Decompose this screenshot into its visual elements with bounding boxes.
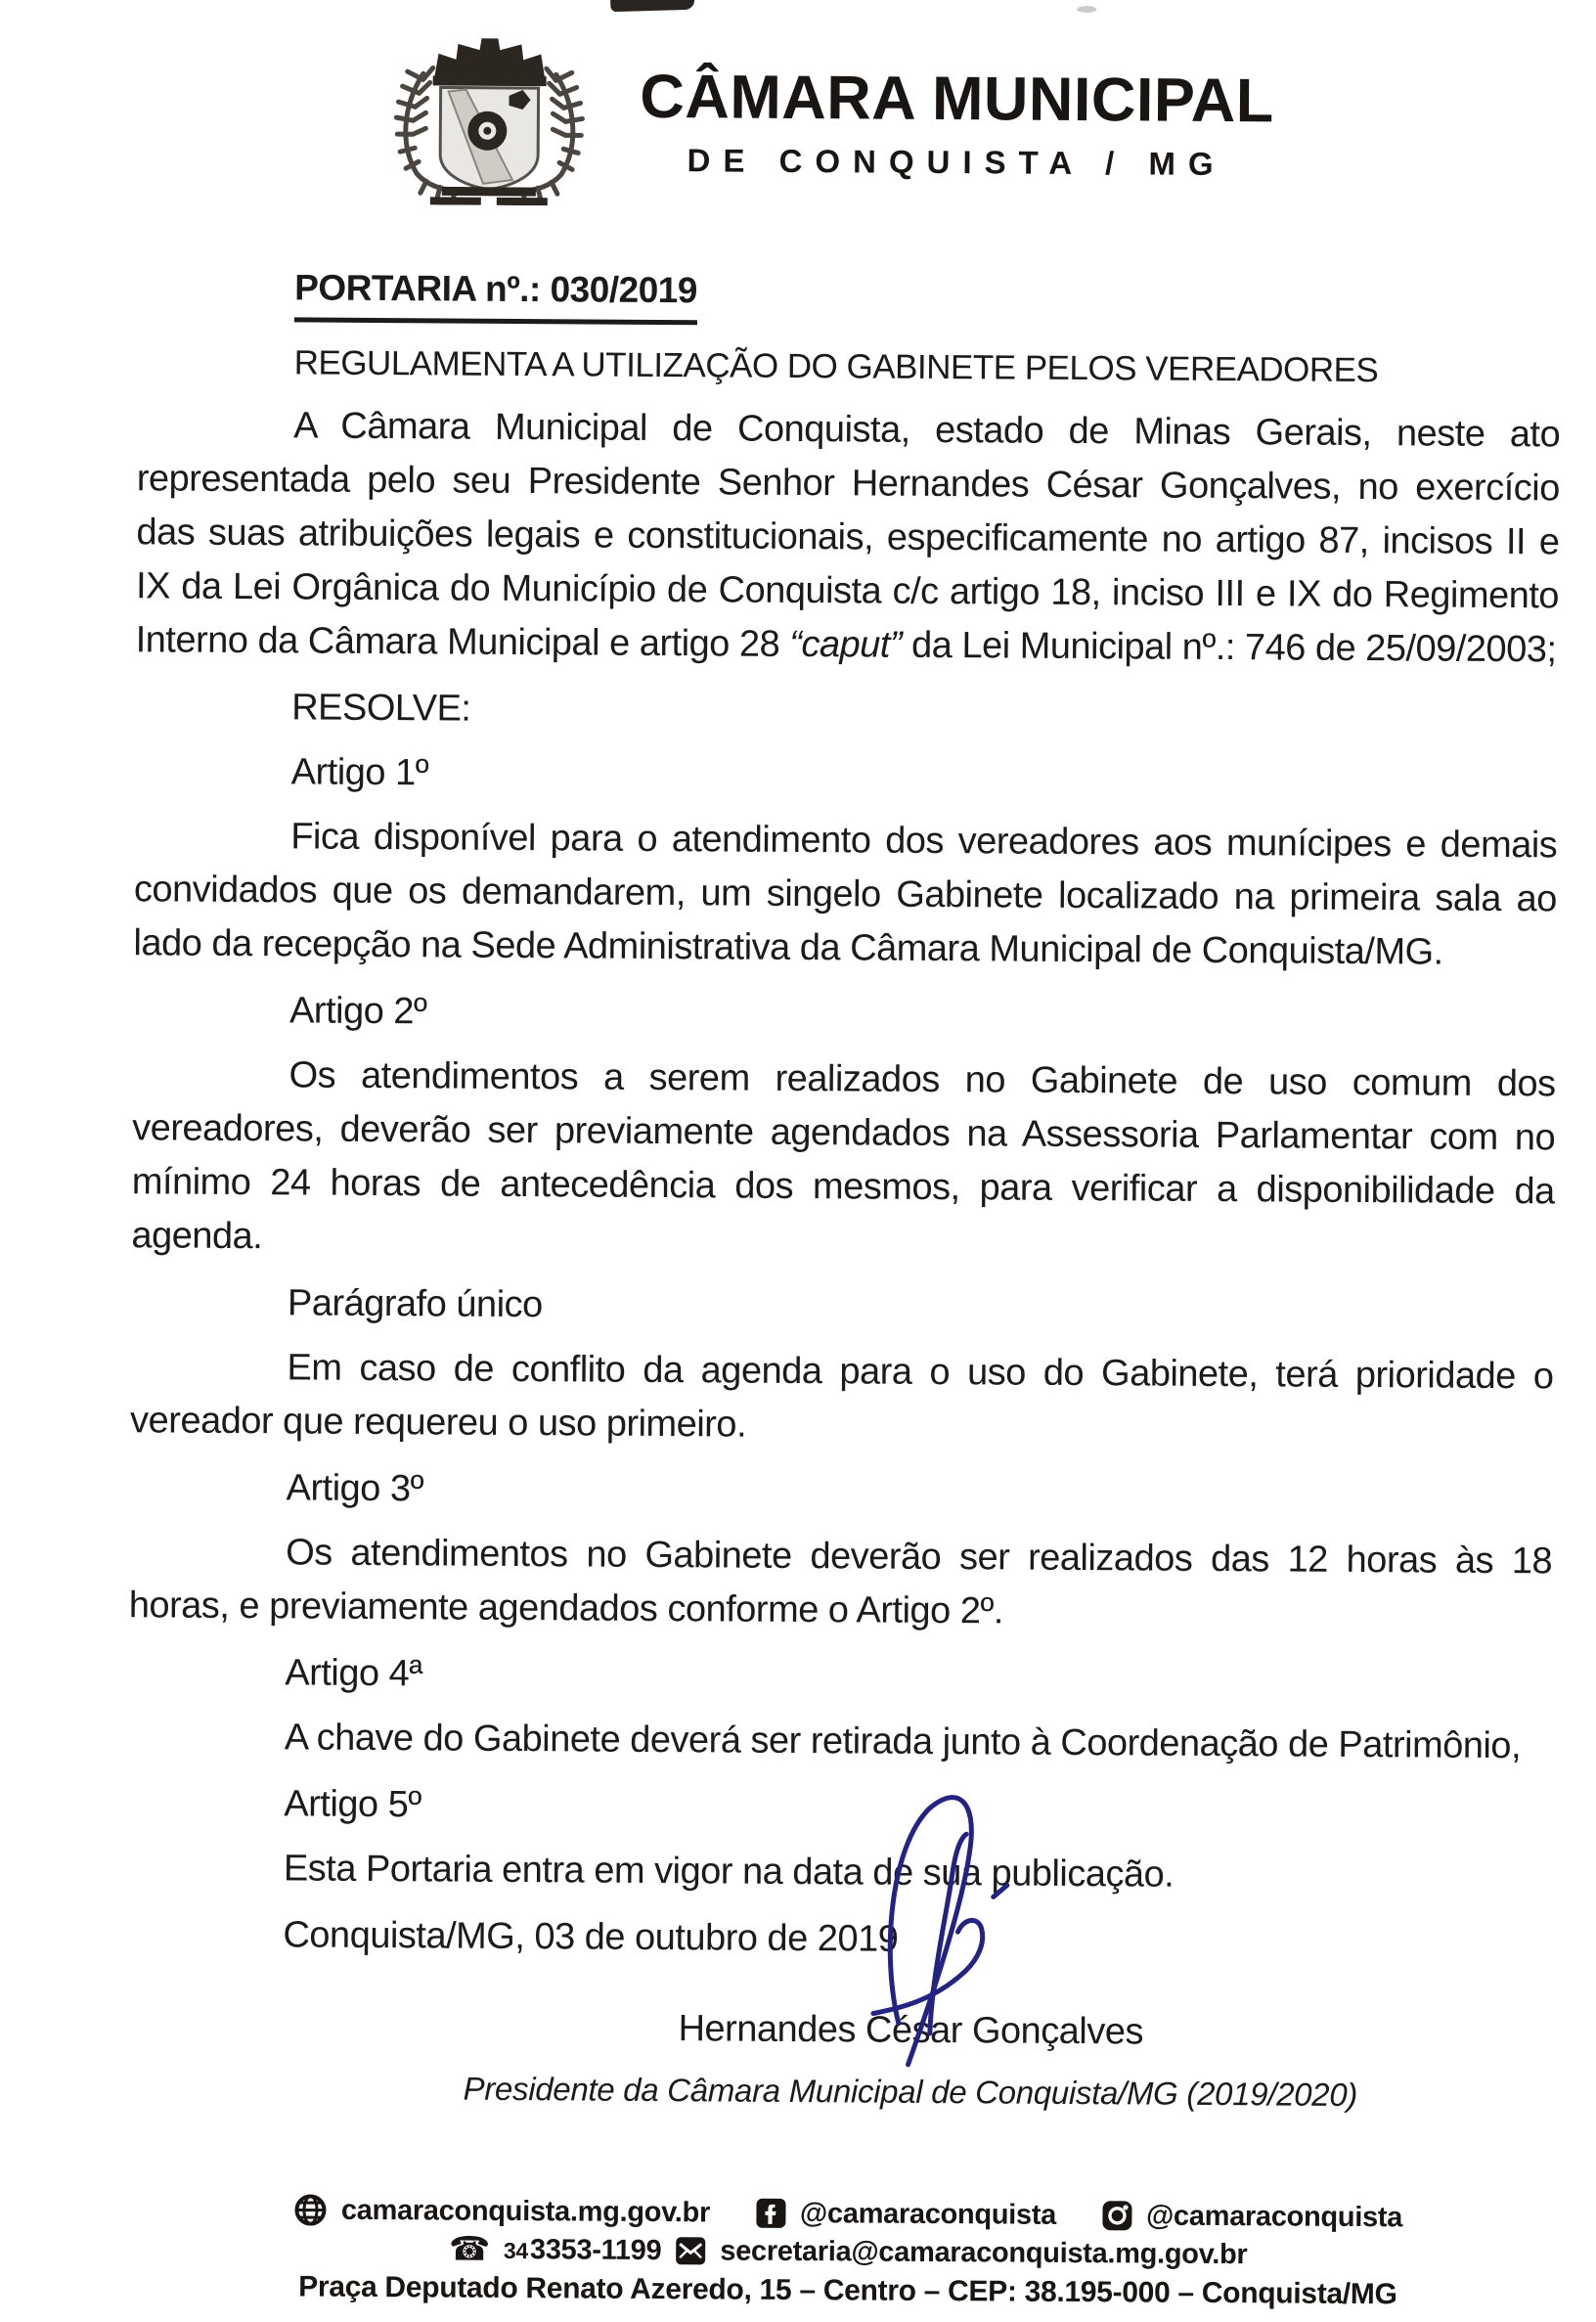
signatory-title: Presidente da Câmara Municipal de Conquista/MG (2019/2020) [463,2070,1358,2114]
preamble-caput-term: “caput” [789,623,903,666]
article-5-heading: Artigo 5º [284,1783,421,1826]
article-1-text: Fica disponível para o atendimento dos vereadores aos munícipes e demais convidados que os demandarem, um singelo Gabinete localizado na primeira sala ao lado da recepção na Sede Administrativa da Câmara Municipal de Conquista/MG. [133,816,1558,973]
facebook-icon [755,2198,786,2229]
sole-paragraph-heading: Parágrafo único [287,1282,543,1326]
footer-website: camaraconquista.mg.gov.br [340,2194,711,2228]
preamble-part1: A Câmara Municipal de Conquista, estado de Minas Gerais, neste ato representada pelo seu Presidente Senhor Hernandes César Gonçalves, no exercício das suas atribuições legais e constitucionais, especificamente no artigo 87, incisos II e IX da Lei Orgânica do Município de Conquista c/c artigo 18, inciso III e IX do Regimento Interno da Câmara Municipal e artigo 28 [135,405,1561,665]
signatory-name: Hernandes César Gonçalves [678,2008,1144,2053]
instagram-icon [1101,2200,1132,2231]
footer-facebook-handle: @camaraconquista [799,2197,1057,2231]
sole-paragraph-text: Em caso de conflito da agenda para o uso do Gabinete, terá prioridade o vereador que requereu o uso primeiro. [129,1347,1554,1446]
article-1-heading: Artigo 1º [290,751,429,794]
organization-subtitle: DE CONQUISTA / MG [687,141,1226,182]
municipal-coat-of-arms-icon [366,36,613,206]
organization-name: CÂMARA MUNICIPAL [640,62,1275,135]
article-2-text: Os atendimentos a serem realizados no Gabinete de uso comum dos vereadores, deverão ser previamente agendados na Assessoria Parlamentar com no mínimo 24 horas de antecedência dos mesmos, para verificar a disponibilidade da agenda. [131,1054,1556,1258]
phone-icon: ☎ [448,2229,491,2269]
ordinance-number: PORTARIA nº.: 030/2019 [294,260,1561,331]
footer-web-social-line [108,2192,1588,2236]
preamble-paragraph [135,398,1560,677]
footer-phone-area-code: 34 [503,2237,529,2263]
document-body [0,258,1596,2122]
letterhead [36,0,1596,213]
footer-email: secretaria@camaraconquista.mg.gov.br [720,2234,1248,2270]
article-3-heading: Artigo 3º [286,1467,424,1510]
organization-name-block [640,62,1275,183]
article-3-text: Os atendimentos no Gabinete deverão ser realizados das 12 horas às 18 horas, e previamente agendados conforme o Artigo 2º. [128,1532,1553,1632]
scan-dot-artifact [1077,6,1096,13]
article-4-heading: Artigo 4ª [285,1652,422,1695]
letterhead-footer [0,2191,1589,2312]
footer-instagram-handle: @camaraconquista [1145,2200,1403,2233]
dateline: Conquista/MG, 03 de outubro de 2019 [283,1914,899,1960]
article-4-text: A chave do Gabinete deverá ser retirada junto à Coordenação de Patrimônio, [284,1717,1522,1767]
globe-icon [294,2193,328,2226]
footer-address-line [108,2269,1588,2313]
article-2-heading: Artigo 2º [288,990,427,1033]
signature-block [125,1998,1549,2122]
footer-phone [504,2233,662,2266]
footer-phone-number: 3353-1199 [529,2233,662,2266]
email-icon [675,2236,706,2265]
resolve-label: RESOLVE: [291,687,471,730]
article-5-text: Esta Portaria entra em vigor na data de sua publicação. [283,1848,1175,1896]
preamble-part2: da Lei Municipal nº.: 746 de 25/09/2003; [901,624,1557,671]
ordinance-subject: REGULAMENTA A UTILIZAÇÃO DO GABINETE PELOS VEREADORES [293,343,1379,390]
footer-contact-line [108,2230,1588,2274]
footer-address: Praça Deputado Renato Azeredo, 15 – Centro – CEP: 38.195-000 – Conquista/MG [298,2270,1397,2311]
